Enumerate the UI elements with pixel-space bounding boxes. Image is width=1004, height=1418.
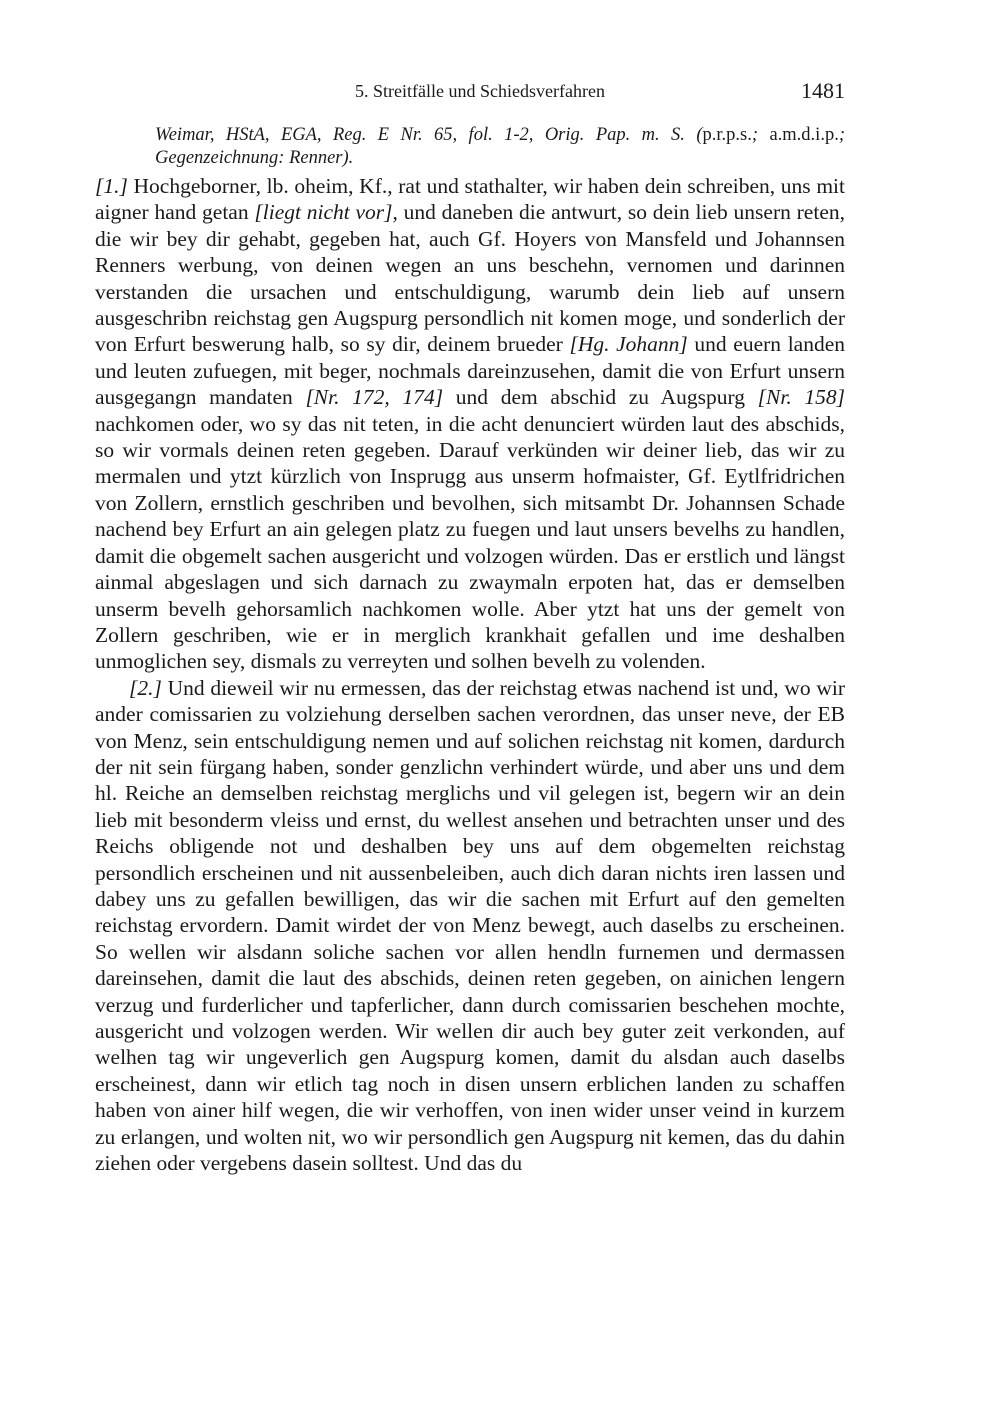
source-separator: ; — [751, 125, 759, 145]
text-segment: nachkomen oder, wo sy das nit teten, in die acht denunciert würden laut des abschids, so wir vormals deinen reten gegeben. Darauf verkünden wir deiner lieb, das wir zu mermalen und ytzt kürzlich von Insprugg aus unserm hofmaister, Gf. Eytlfridrichen von Zollern, ernstlich geschriben und bevolhen, sich mitsambt Dr. Johannsen Schade nachend bey Erfurt an ain gelegen platz zu fuegen und laut unsers bevelhs zu handlen, damit die obgemelt sachen ausgericht und volzogen würden. Das er erstlich und längst ainmal abgeslagen und sich darnach zu zwaymaln erpoten hat, das er demselben unserm bevelh gehorsamlich nachkomen wolle. Aber ytzt hat uns der gemelt von Zollern geschriben, wie er in merglich krankhait gefallen und ime deshalben unmoglichen sey, dismals zu verreyten und solhen bevelh zu volenden. — [95, 411, 845, 674]
running-title: 5. Streitfälle und Schiedsverfahren — [355, 81, 605, 101]
source-marks: p.r.p.s. — [702, 125, 752, 145]
editorial-note: [1.] — [95, 174, 128, 198]
source-marks-2: a.m.d.i.p. — [769, 125, 839, 145]
source-separator-2: ; — [838, 125, 845, 145]
editorial-note: [Nr. 158] — [757, 385, 846, 410]
text-segment: und euern landen und leuten zufuegen, mit beger, nochmals dareinzusehen, damit die von Erfurt unsern ausgegangn mandaten — [95, 332, 846, 410]
editorial-note: [Nr. 172, 174] — [305, 385, 444, 410]
source-citation: Weimar, HStA, EGA, Reg. E Nr. 65, fol. 1-2, Orig. Pap. m. S. ( — [155, 125, 703, 145]
body-text — [95, 173, 845, 1176]
editorial-note: [2.] — [129, 675, 162, 700]
editorial-note: [liegt nicht vor] — [254, 200, 393, 225]
text-segment: und dem abschid zu Augspurg — [443, 385, 758, 410]
text-segment: , und daneben die antwurt, so dein lieb unsern reten, die wir bey dir gehabt, gegeben hat, auch Gf. Hoyers von Mansfeld und Johannsen Renners werbung, von deinen wegen an uns beschehn, vernomen und darinnen verstanden die ursachen und entschuldigung, warumb dein lieb auf unsern ausgeschribn reichstag gen Augspurg persondlich nit komen moge, und sonderlich der von Erfurt beswerung halb, so sy dir, deinem brueder — [95, 200, 845, 357]
paragraph-2 — [95, 675, 845, 1177]
paragraph-1 — [95, 173, 845, 675]
text-segment: Hochgeborner, lb. oheim, Kf., rat und stathalter, wir haben dein schreiben, uns mit aigner hand getan — [95, 174, 845, 225]
source-note — [155, 124, 845, 170]
document-page — [95, 78, 845, 1176]
editorial-note: [Hg. Johann] — [569, 332, 688, 357]
page-number: 1481 — [801, 78, 845, 103]
source-countersign: Gegenzeichnung: Renner). — [155, 148, 354, 168]
text-segment: Und dieweil wir nu ermessen, das der reichstag etwas nachend ist und, wo wir ander comissarien zu volziehung derselben sachen verordnen, das unser neve, der EB von Menz, sein entschuldigung nemen und auf solichen reichstag nit komen, dardurch der nit sein fürgang haben, sonder genzlichn verhindert würde, und aber uns und dem hl. Reiche an demselben reichstag merglichs und vil gelegen ist, begern wir an dein lieb mit besonderm vleiss und ernst, du wellest ansehen und betrachten unser und des Reichs obligende not und deshalben bey uns auf dem obgemelten reichstag persondlich erscheinen und nit aussenbeleiben, auch dich daran nichts iren lassen und dabey uns zu gefallen bewilligen, das wir die sachen mit Erfurt auf den gemelten reichstag ervordern. Damit wirdet der von Menz bewegt, auch daselbs zu erscheinen. So wellen wir alsdann soliche sachen vor allen hendln furnemen und dermassen dareinsehen, damit die laut des abschids, deinen reten gegeben, on ainichen lengern verzug und furderlicher und tapferlicher, dann durch comissarien beschehen mochte, ausgericht und volzogen werden. Wir wellen dir auch bey guter zeit verkonden, auf welhen tag wir ungeverlich gen Augspurg komen, damit du alsdan auch daselbs erscheinest, dann wir etlich tag noch in disen unsern erblichen landen zu schaffen haben von ainer hilf wegen, die wir verhoffen, von inen wider unser veind in kurzem zu erlangen, und wolten nit, wo wir persondlich gen Augspurg nit kemen, das du dahin ziehen oder vergebens dasein solltest. Und das du — [95, 675, 845, 1176]
running-header — [95, 78, 845, 108]
